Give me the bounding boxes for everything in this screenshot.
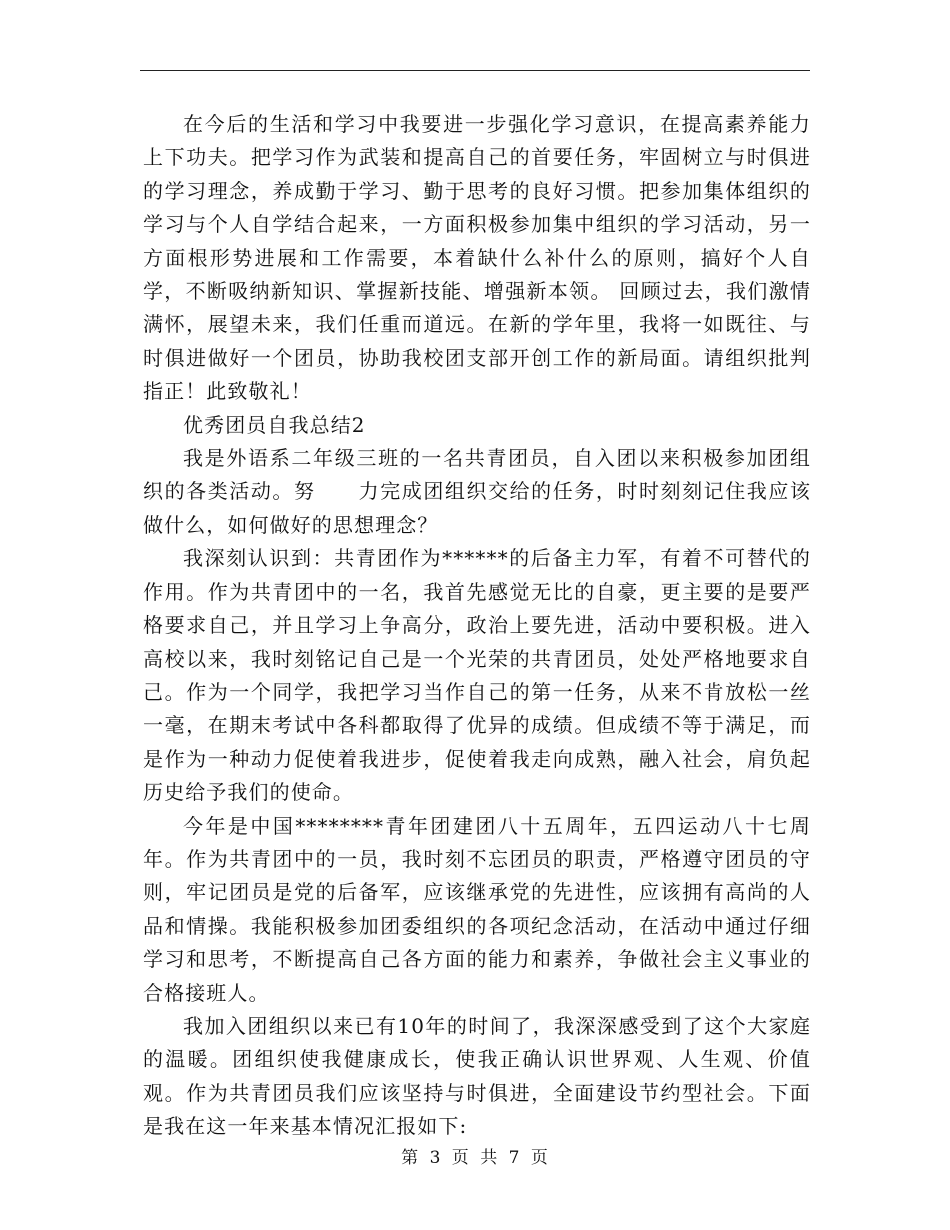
- header-rule: [140, 70, 810, 71]
- paragraph-anniversary: 今年是中国********青年团建团八十五周年，五四运动八十七周年。作为共青团中的一员，我时刻不忘团员的职责，严格遵守团员的守则，牢记团员是党的后备军，应该继承党的先进性，应该拥有高尚的人品和情操。我能积极参加团委组织的各项纪念活动，在活动中通过仔细学习和思考，不断提高自己各方面的能力和素养，争做社会主义事业的合格接班人。: [143, 813, 811, 1005]
- paragraph-introduction: 我是外语系二年级三班的一名共青团员，自入团以来积极参加团组织的各类活动。努 力完成团组织交给的任务，时时刻刻记住我应该做什么，如何做好的思想理念？: [143, 446, 811, 537]
- page-number-footer: 第 3 页 共 7 页: [401, 1148, 549, 1168]
- paragraph-understanding: 我深刻认识到：共青团作为******的后备主力军，有着不可替代的作用。作为共青团中的一名，我首先感觉无比的自豪，更主要的是要严格要求自己，并且学习上争高分，政治上要先进，活动中要积极。进入高校以来，我时刻铭记自己是一个光荣的共青团员，处处严格地要求自己。作为一个同学，我把学习当作自己的第一任务，从来不肯放松一丝一毫，在期末考试中各科都取得了优异的成绩。但成绩不等于满足，而是作为一种动力促使着我进步，促使着我走向成熟，融入社会，肩负起历史给予我们的使命。: [143, 546, 811, 805]
- paragraph-study-plan: 在今后的生活和学习中我要进一步强化学习意识，在提高素养能力上下功夫。把学习作为武装和提高自己的首要任务，牢固树立与时俱进的学习理念，养成勤于学习、勤于思考的良好习惯。把参加集体组织的学习与个人自学结合起来，一方面积极参加集中组织的学习活动，另一方面根形势进展和工作需要，本着缺什么补什么的原则，搞好个人自学，不断吸纳新知识、掌握新技能、增强新本领。 回顾过去，我们激情满怀，展望未来，我们任重而道远。在新的学年里，我将一如既往、与时俱进做好一个团员，协助我校团支部开创工作的新局面。请组织批判指正！此致敬礼！: [143, 112, 811, 404]
- document-body: [143, 108, 811, 1144]
- section-heading: 优秀团员自我总结2: [183, 412, 366, 437]
- paragraph-report: 我加入团组织以来已有10年的时间了，我深深感受到了这个大家庭的温暖。团组织使我健康成长，使我正确认识世界观、人生观、价值观。作为共青团员我们应该坚持与时俱进，全面建设节约型社会。下面是我在这一年来基本情况汇报如下:: [143, 1013, 811, 1139]
